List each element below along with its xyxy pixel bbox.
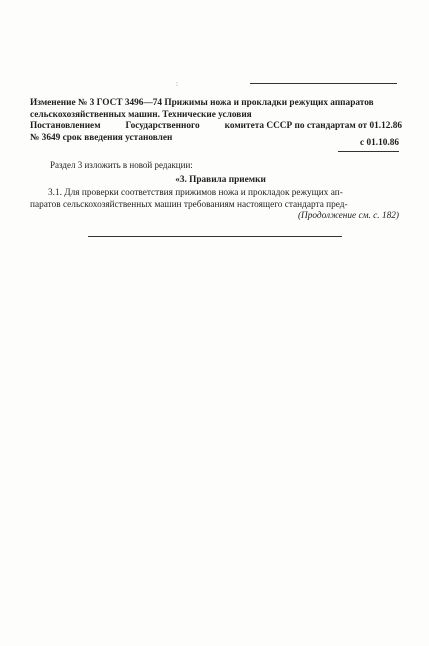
resolution-line-1 xyxy=(30,120,402,132)
amendment-title-line-2: сельскохозяйственных машин. Технические условия xyxy=(30,110,252,120)
effective-date: с 01.10.86 xyxy=(360,138,399,148)
instruction-text: Раздел 3 изложить в новой редакции: xyxy=(50,160,193,170)
resolution-word-1: Постановлением xyxy=(30,121,101,131)
section-heading xyxy=(0,175,429,185)
section-heading-text: «3. Правила приемки xyxy=(175,175,266,185)
resolution-word-3: комитета СССР по стандартам от 01.12.86 xyxy=(224,121,402,131)
paragraph-line-1: 3.1. Для проверки соответствия прижимов ножа и прокладок режущих ап- xyxy=(48,188,343,198)
amendment-title xyxy=(30,97,402,121)
resolution-word-2: Государственного xyxy=(125,121,200,131)
effective-date-underline xyxy=(338,151,399,152)
resolution-text xyxy=(30,120,402,144)
amendment-title-line-1: Изменение № 3 ГОСТ 3496—74 Прижимы ножа и прокладки режущих аппаратов xyxy=(30,98,374,108)
top-rule xyxy=(250,83,397,84)
resolution-line-2: № 3649 срок введения установлен xyxy=(30,133,173,143)
scan-mark: : xyxy=(176,80,178,88)
paragraph-3-1 xyxy=(30,187,402,211)
paragraph-line-2: паратов сельскохозяйственных машин требованиям настоящего стандарта пред- xyxy=(30,200,348,210)
bottom-rule xyxy=(88,236,342,237)
continuation-note: (Продолжение см. с. 182) xyxy=(297,211,399,221)
